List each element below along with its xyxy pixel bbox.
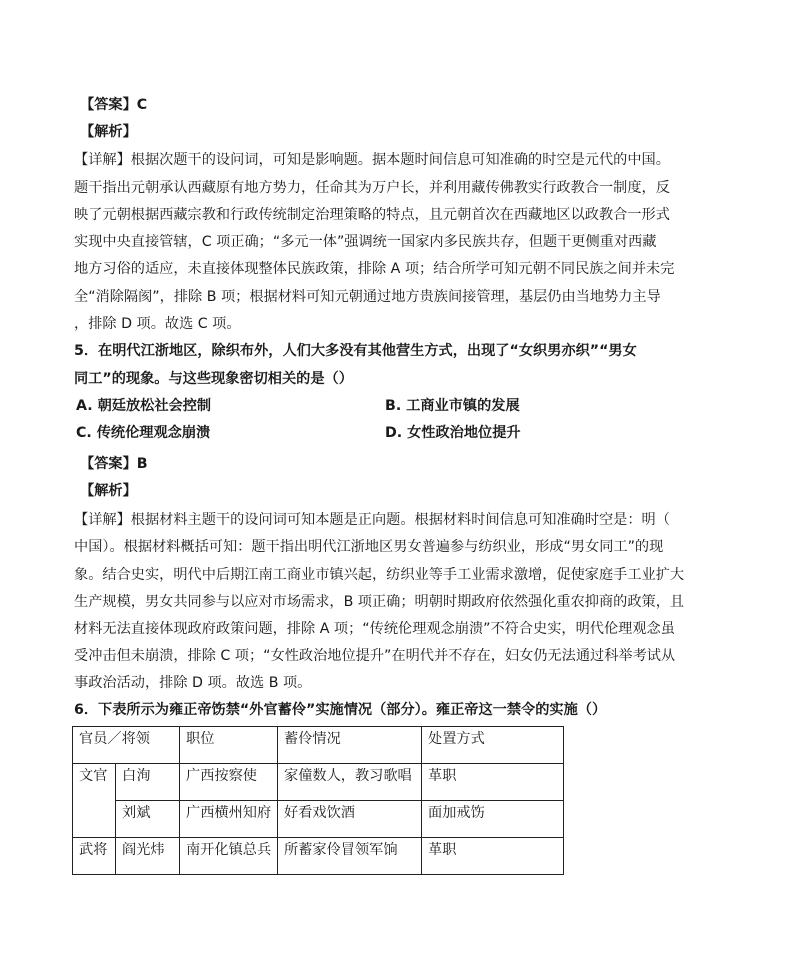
table-category-cell: 文官 xyxy=(73,764,116,838)
q6-table xyxy=(72,726,564,875)
table-row xyxy=(73,838,564,875)
q4-detail-line: 全“消除隔阂”，排除 B 项；根据材料可知元朝通过地方贵族间接管理，基层仍由当地势力主导 xyxy=(74,289,661,305)
table-cell: 家僮数人，教习歌唱 xyxy=(278,764,422,801)
q4-detail-line: ，排除 D 项。故选 C 项。 xyxy=(74,316,241,332)
table-cell: 革职 xyxy=(422,838,564,875)
q5-analysis-heading: 【解析】 xyxy=(80,483,137,499)
table-cell: 好看戏饮酒 xyxy=(278,801,422,838)
q4-detail-line: 地方习俗的适应，未直接体现整体民族政策，排除 A 项；结合所学可知元朝不同民族之间并未完 xyxy=(74,261,675,277)
table-row xyxy=(73,801,564,838)
table-cell: 广西按察使 xyxy=(180,764,278,801)
q4-detail-line: 题干指出元朝承认西藏原有地方势力，任命其为万户长，并利用藏传佛教实行政教合一制度，反 xyxy=(74,180,670,196)
table-header-cell: 官员／将领 xyxy=(73,727,180,764)
table-cell: 广西横州知府 xyxy=(180,801,278,838)
table-header-cell: 处置方式 xyxy=(422,727,564,764)
table-cell: 阎光炜 xyxy=(116,838,180,875)
q5-detail-line: 象。结合史实，明代中后期江南工商业市镇兴起，纺织业等手工业需求激增，促使家庭手工业扩大 xyxy=(74,567,685,583)
q4-detail-line: 【详解】根据次题干的设问词，可知是影响题。据本题时间信息可知准确的时空是元代的中国。 xyxy=(74,152,670,168)
q4-detail-line: 映了元朝根据西藏宗教和行政传统制定治理策略的特点，且元朝首次在西藏地区以政教合一形式 xyxy=(74,207,670,223)
table-cell: 白洵 xyxy=(116,764,180,801)
q4-analysis-heading: 【解析】 xyxy=(80,124,137,140)
table-cell: 面加戒饬 xyxy=(422,801,564,838)
table-header-cell: 蓄伶情况 xyxy=(278,727,422,764)
q5-detail-line: 中国）。根据材料概括可知：题干指出明代江浙地区男女普遍参与纺织业，形成“男女同工”的现 xyxy=(74,539,664,555)
table-category-cell: 武将 xyxy=(73,838,116,875)
q5-detail-line: 材料无法直接体现政府政策问题，排除 A 项；“传统伦理观念崩溃”不符合史实，明代伦理观念虽 xyxy=(74,621,675,637)
q5-detail-line: 【详解】根据材料主题干的设问词可知本题是正向题。根据材料时间信息可知准确时空是：明（ xyxy=(74,512,670,528)
q5-detail-line: 受冲击但未崩溃，排除 C 项；“女性政治地位提升”在明代并不存在，妇女仍无法通过科举考试从 xyxy=(74,648,676,664)
q5-option-c: C. 传统伦理观念崩溃 xyxy=(76,425,211,441)
q5-answer: 【答案】B xyxy=(80,456,148,472)
table-header-cell: 职位 xyxy=(180,727,278,764)
table-cell: 南开化镇总兵 xyxy=(180,838,278,875)
q5-option-b: B. 工商业市镇的发展 xyxy=(385,398,520,414)
q4-detail-line: 实现中央直接管辖，C 项正确；“多元一体”强调统一国家内多民族共存，但题干更侧重对西藏 xyxy=(74,234,657,250)
table-cell: 革职 xyxy=(422,764,564,801)
table-cell: 所蓄家伶冒领军饷 xyxy=(278,838,422,875)
q5-detail-line: 事政治活动，排除 D 项。故选 B 项。 xyxy=(74,675,312,691)
table-header-row xyxy=(73,727,564,764)
q4-answer: 【答案】C xyxy=(80,97,148,113)
q5-option-d: D. 女性政治地位提升 xyxy=(385,425,521,441)
q5-detail-line: 生产规模，男女共同参与以应对市场需求，B 项正确；明朝时期政府依然强化重农抑商的政策，且 xyxy=(74,594,685,610)
table-row xyxy=(73,764,564,801)
table-cell: 刘斌 xyxy=(116,801,180,838)
q5-option-a: A. 朝廷放松社会控制 xyxy=(76,398,212,414)
q6-stem: 6．下表所示为雍正帝饬禁“外官蓄伶”实施情况（部分）。雍正帝这一禁令的实施（） xyxy=(74,702,607,718)
q5-stem-line: 同工”的现象。与这些现象密切相关的是（） xyxy=(74,371,353,387)
q5-stem-line: 5．在明代江浙地区，除织布外，人们大多没有其他营生方式，出现了“女织男亦织”“男女 xyxy=(74,343,637,359)
